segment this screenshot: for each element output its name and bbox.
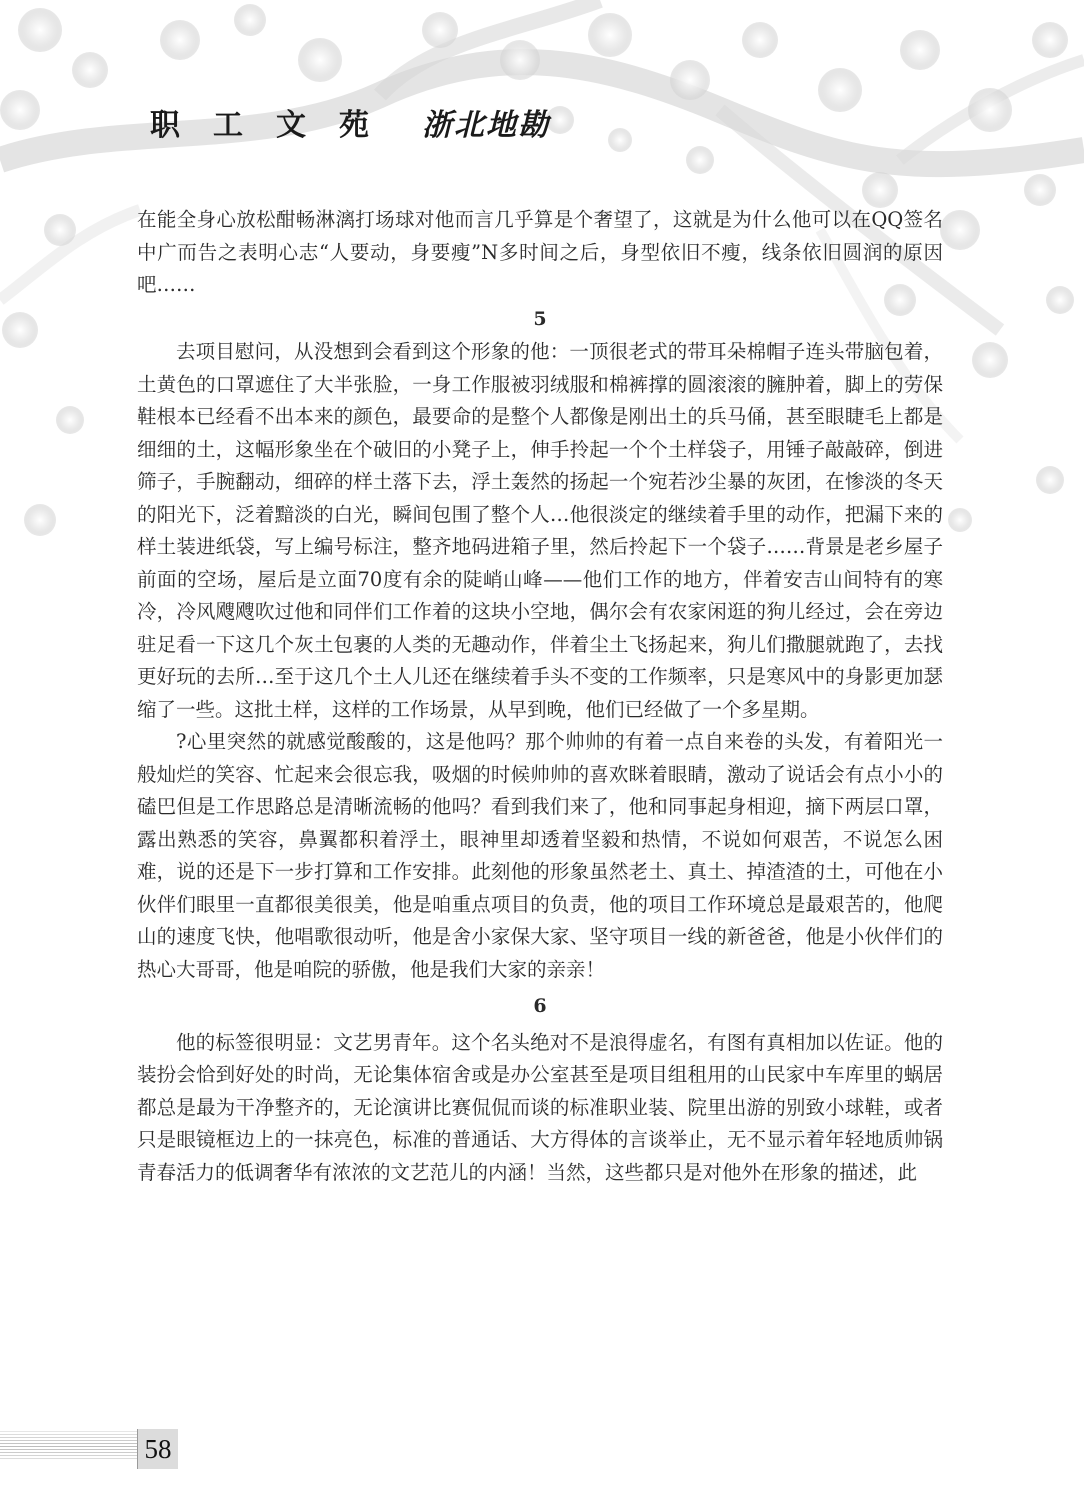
magazine-name: 浙北地勘	[422, 108, 550, 143]
section-5-paragraph-2: ?心里突然的就感觉酸酸的，这是他吗？那个帅帅的有着一点自来卷的头发，有着阳光一般灿烂的笑容、忙起来会很忘我，吸烟的时候帅帅的喜欢眯着眼睛，激动了说话会有点小小的磕巴但是工作思路总是清晰流畅的他吗？看到我们来了，他和同事起身相迎，摘下两层口罩，露出熟悉的笑容，鼻翼都积着浮土，眼神里却透着坚毅和热情，不说如何艰苦，不说怎么困难，说的还是下一步打算和工作安排。此刻他的形象虽然老土、真土、掉渣渣的土，可他在小伙伴们眼里一直都很美很美，他是咱重点项目的负责，他的项目工作环境总是最艰苦的，他爬山的速度飞快，他唱歌很动听，他是舍小家保大家、坚守项目一线的新爸爸，他是小伙伴们的热心大哥哥，他是咱院的骄傲，他是我们大家的亲亲！	[137, 730, 943, 981]
section-5-paragraph-1: 去项目慰问，从没想到会看到这个形象的他：一顶很老式的带耳朵棉帽子连头带脑包着，土黄色的口罩遮住了大半张脸，一身工作服被羽绒服和棉裤撑的圆滚滚的臃肿着，脚上的劳保鞋根本已经看不出本来的颜色，最要命的是整个人都像是刚出土的兵马俑，甚至眼睫毛上都是细细的土，这幅形象坐在个破旧的小凳子上，伸手拎起一个个土样袋子，用锤子敲敲碎，倒进筛子，手腕翻动，细碎的样土落下去，浮土轰然的扬起一个宛若沙尘暴的灰团，在惨淡的冬天的阳光下，泛着黯淡的白光，瞬间包围了整个人…他很淡定的继续着手里的动作，把漏下来的样土装进纸袋，写上编号标注，整齐地码进箱子里，然后拎起下一个袋子……背景是老乡屋子前面的空场，屋后是立面70度有余的陡峭山峰——他们工作的地方，伴着安吉山间特有的寒冷，冷风飕飕吹过他和同伴们工作着的这块小空地，偶尔会有农家闲逛的狗儿经过，会在旁边驻足看一下这几个灰土包裹的人类的无趣动作，伴着尘土飞扬起来，狗儿们撒腿就跑了，去找更好玩的去所…至于这几个土人儿还在继续着手头不变的工作频率，只是寒风中的身影更加瑟缩了一些。这批土样，这样的工作场景，从早到晚，他们已经做了一个多星期。	[137, 340, 943, 721]
column-name: 职工文苑	[150, 108, 402, 143]
page-number: 58	[137, 1429, 178, 1469]
paragraph-intro: 在能全身心放松酣畅淋漓打场球对他而言几乎算是个奢望了，这就是为什么他可以在QQ签名中广而告之表明心志“人要动，身要瘦”N多时间之后，身型依旧不瘦，线条依旧圆润的原因吧……	[137, 208, 943, 296]
section-6-paragraph-1: 他的标签很明显：文艺男青年。这个名头绝对不是浪得虚名，有图有真相加以佐证。他的装扮会恰到好处的时尚，无论集体宿舍或是办公室甚至是项目组租用的山民家中车库里的蜗居都总是最为干净整齐的，无论演讲比赛侃侃而谈的标准职业装、院里出游的别致小球鞋，或者只是眼镜框边上的一抹亮色，标准的普通话、大方得体的言谈举止，无不显示着年轻地质帅锅青春活力的低调奢华有浓浓的文艺范儿的内涵！当然，这些都只是对他外在形象的描述，此	[137, 1030, 943, 1184]
footer-stripe-decoration	[0, 1431, 138, 1467]
section-heading-5: 5	[533, 307, 547, 330]
article-body	[137, 204, 943, 1189]
section-heading-6: 6	[533, 995, 547, 1017]
running-header	[150, 100, 550, 144]
